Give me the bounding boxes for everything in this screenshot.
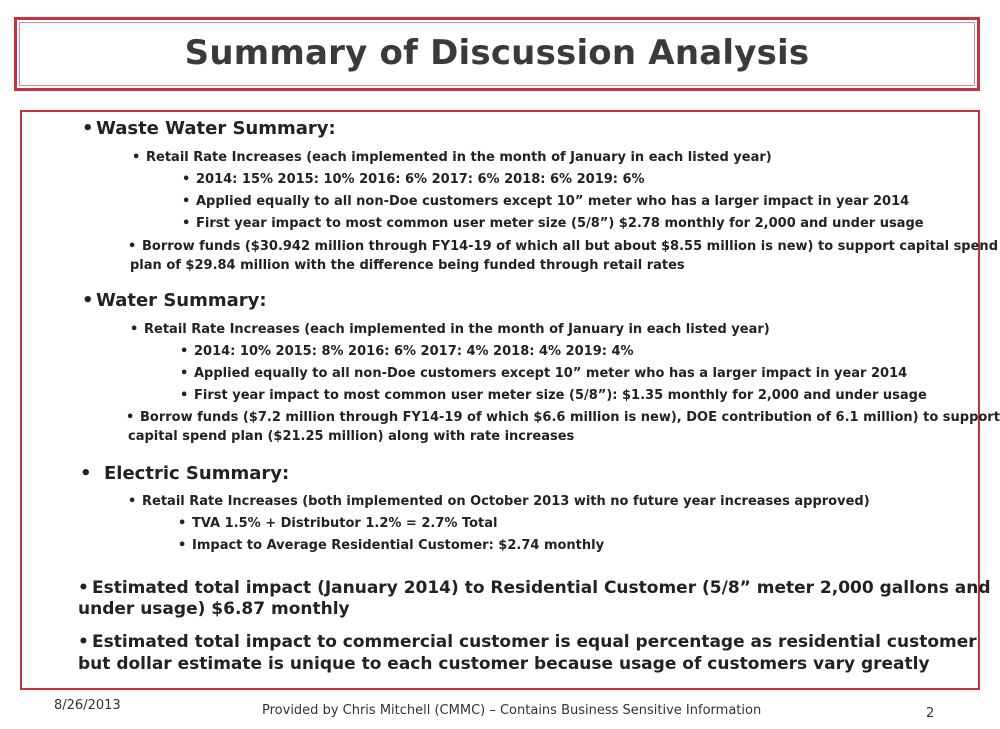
- bullet: •: [128, 239, 137, 254]
- bullet: •: [130, 322, 139, 337]
- total-impact-line-1: [78, 578, 991, 598]
- bullet: •: [82, 290, 94, 311]
- title-box: [14, 17, 980, 91]
- water-heading: [82, 290, 267, 311]
- electric-tva-line: [178, 516, 497, 531]
- bullet: •: [128, 494, 137, 509]
- bullet: •: [180, 344, 189, 359]
- electric-impact-text: Impact to Average Residential Customer: $2.74 monthly: [192, 538, 605, 553]
- water-retail-text: Retail Rate Increases (each implemented in the month of January in each listed year): [144, 322, 770, 337]
- total-impact-text-1: Estimated total impact (January 2014) to Residential Customer (5/8” meter 2,000 gallons and: [92, 578, 991, 598]
- footer-date: 8/26/2013: [54, 698, 121, 713]
- water-rates-text: 2014: 10% 2015: 8% 2016: 6% 2017: 4% 2018: 4% 2019: 4%: [194, 344, 634, 359]
- commercial-line-2: but dollar estimate is unique to each customer because usage of customers vary greatly: [78, 654, 930, 674]
- commercial-line-1: [78, 632, 977, 652]
- waste-borrow-line-2: plan of $29.84 million with the difference being funded through retail rates: [130, 258, 685, 273]
- bullet: •: [182, 172, 191, 187]
- electric-heading-text: Electric Summary:: [104, 463, 290, 484]
- water-borrow-line-1: [126, 410, 1000, 425]
- bullet: •: [126, 410, 135, 425]
- bullet: •: [178, 538, 187, 553]
- total-impact-line-2: under usage) $6.87 monthly: [78, 599, 350, 619]
- bullet: •: [78, 632, 89, 652]
- bullet: •: [180, 388, 189, 403]
- electric-impact-line: [178, 538, 604, 553]
- waste-water-heading-text: Waste Water Summary:: [96, 118, 336, 139]
- waste-impact-line: [182, 216, 924, 231]
- bullet: •: [178, 516, 187, 531]
- water-impact-line: [180, 388, 927, 403]
- waste-applied-line: [182, 194, 909, 209]
- footer-page-number: 2: [926, 706, 935, 721]
- waste-borrow-text-1: Borrow funds ($30.942 million through FY14-19 of which all but about $8.55 million is new) to support capital spend: [142, 239, 998, 254]
- waste-rates-text: 2014: 15% 2015: 10% 2016: 6% 2017: 6% 2018: 6% 2019: 6%: [196, 172, 645, 187]
- bullet: •: [180, 366, 189, 381]
- water-applied-text: Applied equally to all non-Doe customers except 10” meter who has a larger impact in year 2014: [194, 366, 908, 381]
- water-impact-text: First year impact to most common user meter size (5/8”): $1.35 monthly for 2,000 and under usage: [194, 388, 927, 403]
- bullet: •: [132, 150, 141, 165]
- footer-provided: Provided by Chris Mitchell (CMMC) – Contains Business Sensitive Information: [262, 703, 762, 718]
- water-rates-line: [180, 344, 634, 359]
- waste-retail-line: [132, 150, 772, 165]
- water-borrow-line-2: capital spend plan ($21.25 million) along with rate increases: [128, 429, 575, 444]
- waste-water-heading: [82, 118, 336, 139]
- bullet: •: [182, 216, 191, 231]
- waste-impact-text: First year impact to most common user meter size (5/8”) $2.78 monthly for 2,000 and under usage: [196, 216, 924, 231]
- waste-applied-text: Applied equally to all non-Doe customers except 10” meter who has a larger impact in year 2014: [196, 194, 910, 209]
- water-heading-text: Water Summary:: [96, 290, 267, 311]
- water-borrow-text-1: Borrow funds ($7.2 million through FY14-19 of which $6.6 million is new), DOE contribution of 6.1 million) to support: [140, 410, 1000, 425]
- bullet: •: [78, 578, 89, 598]
- water-retail-line: [130, 322, 770, 337]
- waste-rates-line: [182, 172, 645, 187]
- water-applied-line: [180, 366, 907, 381]
- electric-tva-text: TVA 1.5% + Distributor 1.2% = 2.7% Total: [192, 516, 498, 531]
- page-title: Summary of Discussion Analysis: [184, 33, 810, 73]
- bullet: •: [80, 463, 92, 484]
- electric-retail-text: Retail Rate Increases (both implemented on October 2013 with no future year increases approved): [142, 494, 870, 509]
- electric-heading: [80, 463, 289, 484]
- bullet: •: [182, 194, 191, 209]
- waste-borrow-line-1: [128, 239, 998, 254]
- commercial-text-1: Estimated total impact to commercial customer is equal percentage as residential customer: [92, 632, 977, 652]
- electric-retail-line: [128, 494, 870, 509]
- waste-retail-text: Retail Rate Increases (each implemented in the month of January in each listed year): [146, 150, 772, 165]
- bullet: •: [82, 118, 94, 139]
